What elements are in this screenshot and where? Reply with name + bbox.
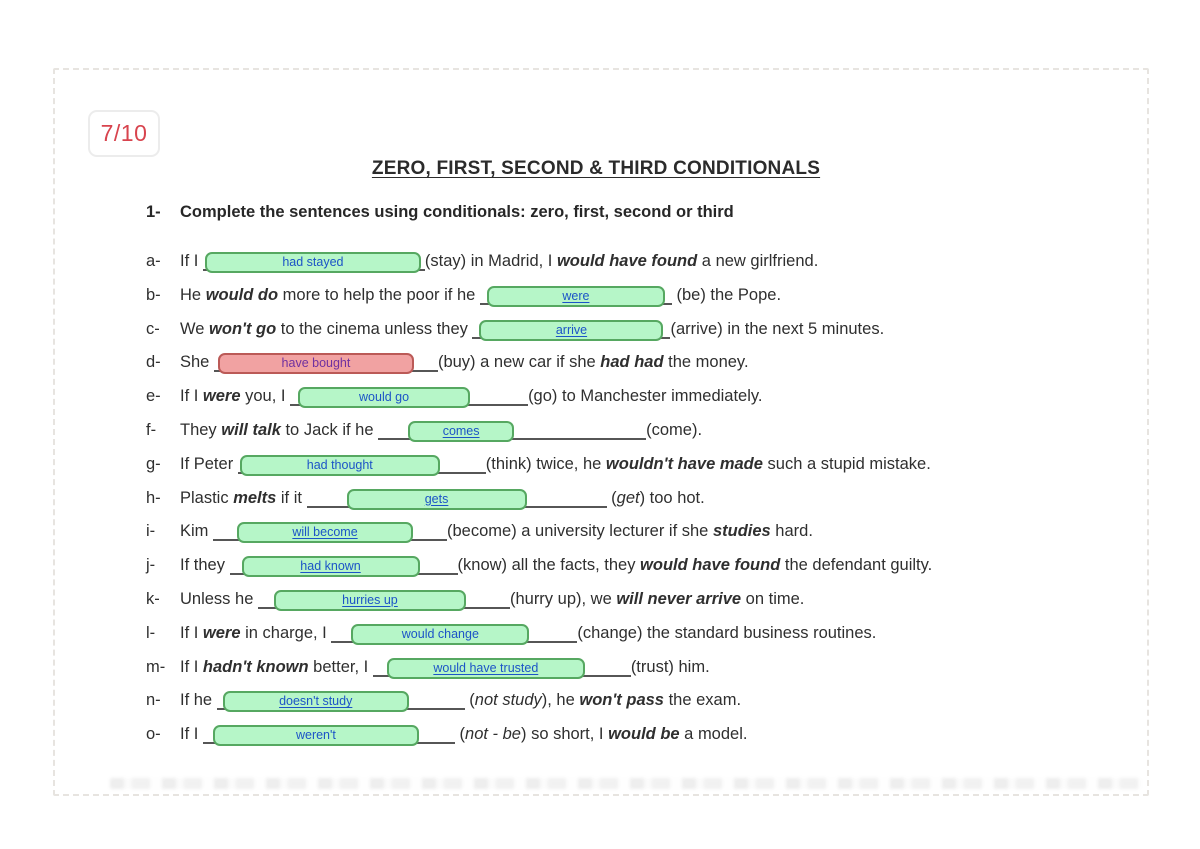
sentence-text: (stay) in Madrid, I (424, 252, 557, 270)
sentence-text: in charge, I (240, 623, 332, 642)
emphasized-verb: melts (233, 488, 277, 507)
cutoff-next-line (110, 778, 1142, 789)
exercise-rows (146, 245, 1156, 752)
row-sentence (180, 515, 1156, 549)
sentence-text: ( (464, 691, 475, 710)
answer-blank (472, 317, 670, 339)
row-letter: c- (146, 319, 160, 338)
row-letter: a- (146, 252, 161, 270)
sentence-text: (arrive) in the next 5 minutes. (670, 319, 885, 338)
row-sentence (180, 245, 1156, 279)
answer-box-correct[interactable]: had stayed (205, 252, 421, 273)
sentence-text: (buy) a new car if she (437, 353, 601, 372)
row-sentence (180, 414, 1156, 448)
sentence-text: to the cinema unless they (276, 319, 473, 338)
exercise-row (146, 515, 1156, 549)
exercise-row (146, 414, 1156, 448)
answer-box-correct[interactable]: would go (298, 387, 470, 408)
row-letter: h- (146, 488, 161, 507)
answer-box-correct[interactable]: doesn't study (223, 691, 409, 712)
row-sentence (180, 684, 1156, 718)
exercise-row (146, 549, 1156, 583)
sentence-text: on time. (741, 589, 805, 608)
answer-box-correct[interactable]: comes (408, 421, 514, 442)
worksheet-title: ZERO, FIRST, SECOND & THIRD CONDITIONALS (371, 158, 821, 179)
emphasized-verb: had had (600, 353, 664, 372)
exercise-row (146, 380, 1156, 414)
answer-blank (203, 249, 425, 271)
answer-blank (258, 587, 510, 609)
row-letter: i- (146, 522, 156, 541)
exercise-row (146, 245, 1156, 279)
sentence-text: If they (180, 556, 230, 575)
sentence-text: a new girlfriend. (697, 252, 819, 270)
emphasized-verb: studies (712, 522, 771, 541)
exercise-row (146, 482, 1156, 516)
verb-hint: not - be (465, 725, 521, 744)
sentence-text: (go) to Manchester immediately. (528, 387, 763, 406)
sentence-text: better, I (308, 657, 373, 676)
answer-blank (217, 688, 465, 710)
row-sentence (180, 583, 1156, 617)
score-badge (88, 110, 160, 157)
sentence-text: ), he (541, 691, 580, 710)
row-sentence (180, 313, 1156, 347)
sentence-text: (be) the Pope. (671, 285, 782, 304)
exercise-row (146, 448, 1156, 482)
answer-box-correct[interactable]: had thought (240, 455, 440, 476)
sentence-text: the exam. (663, 691, 742, 710)
answer-blank (290, 384, 528, 406)
row-sentence (180, 482, 1156, 516)
row-letter: f- (146, 420, 157, 439)
sentence-text: hard. (770, 522, 813, 541)
emphasized-verb: would be (608, 725, 680, 744)
sentence-text: If I (180, 725, 203, 744)
exercise-row (146, 346, 1156, 380)
emphasized-verb: were (202, 387, 241, 406)
row-sentence (180, 549, 1156, 583)
sentence-text: ( (454, 725, 466, 744)
sentence-text: If I (180, 387, 203, 406)
answer-blank (378, 418, 646, 440)
row-letter: g- (146, 454, 161, 473)
sentence-text: you, I (240, 387, 291, 406)
sentence-text: (trust) him. (630, 657, 710, 676)
row-sentence (180, 279, 1156, 313)
row-letter: o- (146, 725, 161, 744)
answer-blank (307, 486, 607, 508)
row-sentence (180, 380, 1156, 414)
answer-blank (238, 452, 486, 474)
answer-box-correct[interactable]: will become (237, 522, 413, 543)
emphasized-verb: would do (205, 285, 279, 304)
row-letter: k- (146, 589, 160, 608)
sentence-text: ) too hot. (639, 488, 705, 507)
score-value: 7/10 (100, 120, 148, 146)
answer-box-correct[interactable]: would change (351, 624, 529, 645)
answer-box-correct[interactable]: had known (242, 556, 420, 577)
answer-box-correct[interactable]: were (487, 286, 665, 307)
answer-blank (214, 350, 438, 372)
sentence-text: If I (180, 657, 203, 676)
exercise-row (146, 718, 1156, 752)
sentence-text: We (180, 319, 210, 338)
sentence-text: They (180, 420, 222, 439)
sentence-text: ) so short, I (520, 725, 609, 744)
row-letter: n- (146, 691, 161, 710)
exercise-row (146, 617, 1156, 651)
exercise-row (146, 684, 1156, 718)
row-letter: b- (146, 285, 161, 304)
sentence-text: He (180, 285, 206, 304)
answer-box-correct[interactable]: weren't (213, 725, 419, 746)
instruction-number: 1- (146, 203, 161, 221)
emphasized-verb: won't go (209, 319, 277, 338)
instruction-text: Complete the sentences using conditionals: zero, first, second or third (180, 203, 734, 221)
sentence-text: If I (180, 252, 203, 270)
answer-box-incorrect[interactable]: have bought (218, 353, 414, 374)
answer-box-correct[interactable]: would have trusted (387, 658, 585, 679)
sentence-text: ( (606, 488, 617, 507)
emphasized-verb: would have found (640, 556, 781, 575)
emphasized-verb: were (202, 623, 241, 642)
emphasized-verb: hadn't known (202, 657, 309, 676)
answer-blank (373, 655, 631, 677)
sentence-text: If Peter (180, 454, 238, 473)
sentence-text: (know) all the facts, they (457, 556, 641, 575)
row-letter: l- (146, 623, 156, 642)
row-sentence (180, 651, 1156, 685)
answer-blank (213, 519, 447, 541)
emphasized-verb: would have found (556, 252, 698, 270)
row-letter: j- (146, 556, 156, 575)
sentence-text: Kim (180, 522, 213, 541)
emphasized-verb: wouldn't have made (605, 454, 763, 473)
row-sentence (180, 617, 1156, 651)
row-sentence (180, 718, 1156, 752)
sentence-text: Unless he (180, 589, 258, 608)
sentence-text: If he (180, 691, 217, 710)
sentence-text: more to help the poor if he (278, 285, 480, 304)
emphasized-verb: won't pass (579, 691, 664, 710)
row-sentence (180, 448, 1156, 482)
row-sentence (180, 346, 1156, 380)
instruction (146, 203, 1106, 222)
answer-blank (203, 722, 455, 744)
sentence-text: if it (276, 488, 307, 507)
sentence-text: a model. (679, 725, 748, 744)
sentence-text: (think) twice, he (485, 454, 606, 473)
sentence-text: Plastic (180, 488, 234, 507)
answer-box-correct[interactable]: arrive (479, 320, 663, 341)
sentence-text: If I (180, 623, 203, 642)
verb-hint: get (616, 488, 640, 507)
answer-blank (480, 283, 672, 305)
exercise-row (146, 313, 1156, 347)
row-letter: e- (146, 387, 161, 406)
sentence-text: the money. (663, 353, 749, 372)
sentence-text: (come). (646, 420, 703, 439)
exercise-row (146, 583, 1156, 617)
row-letter: m- (146, 657, 166, 676)
exercise-row (146, 651, 1156, 685)
emphasized-verb: will never arrive (616, 589, 742, 608)
sentence-text: (become) a university lecturer if she (447, 522, 713, 541)
sentence-text: (hurry up), we (509, 589, 617, 608)
sentence-text: She (180, 353, 214, 372)
answer-blank (230, 553, 458, 575)
answer-box-correct[interactable]: hurries up (274, 590, 466, 611)
sentence-text: such a stupid mistake. (762, 454, 931, 473)
row-letter: d- (146, 353, 161, 372)
emphasized-verb: will talk (221, 420, 281, 439)
answer-box-correct[interactable]: gets (347, 489, 527, 510)
sentence-text: to Jack if he (280, 420, 379, 439)
answer-blank (331, 621, 577, 643)
sentence-text: (change) the standard business routines. (577, 623, 877, 642)
verb-hint: not study (474, 691, 542, 710)
sentence-text: the defendant guilty. (780, 556, 933, 575)
exercise-row (146, 279, 1156, 313)
